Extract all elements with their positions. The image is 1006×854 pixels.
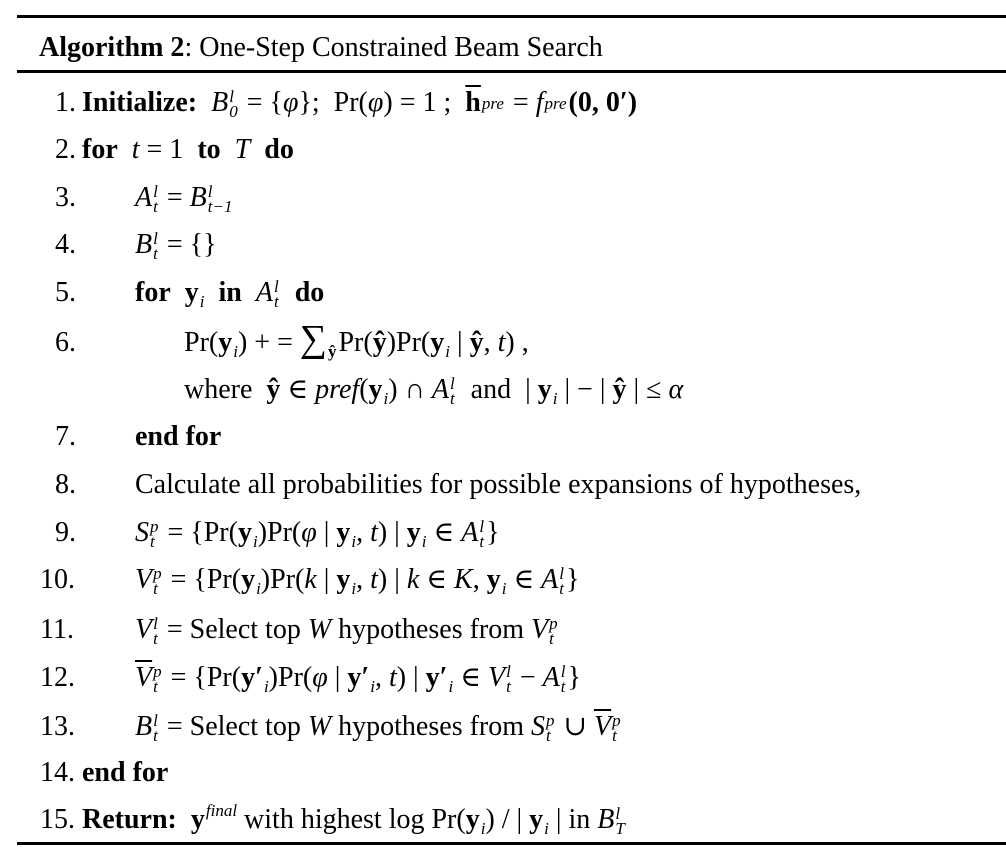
math-token: Initialize: <box>82 87 198 118</box>
math-token: y <box>465 804 480 835</box>
subscript: t <box>560 676 566 696</box>
math-token: ∈ <box>419 564 455 595</box>
math-token: = <box>505 87 536 118</box>
script-stack <box>506 661 511 696</box>
superscript: p <box>153 563 162 583</box>
line-content <box>82 753 168 793</box>
superscript: l <box>560 661 566 681</box>
subscript: i <box>421 532 427 551</box>
math-token: K <box>454 564 473 595</box>
math-token <box>250 134 264 165</box>
script-stack <box>328 329 337 359</box>
script-stack <box>153 563 162 598</box>
line-content <box>184 318 529 363</box>
line-number: 5. <box>55 277 76 308</box>
script-stack <box>153 710 158 745</box>
math-token: end for <box>82 757 169 788</box>
algorithm-title <box>39 28 603 68</box>
header-rule <box>17 70 1006 73</box>
math-token: | <box>327 662 348 693</box>
math-token: y′ <box>425 662 448 693</box>
line-number: 15. <box>40 804 75 835</box>
subscript: i <box>370 677 375 696</box>
script-stack <box>549 613 558 648</box>
math-token: ŷ <box>469 327 484 358</box>
superscript: final <box>205 801 238 820</box>
superscript: p <box>150 516 159 536</box>
math-token: Pr( <box>184 327 219 358</box>
line-number: 4. <box>55 229 76 260</box>
math-token: A <box>461 517 479 548</box>
math-token: (0, 0′) <box>568 87 638 118</box>
math-token: $\overline{V}$ <box>135 662 153 693</box>
math-token: hypotheses from <box>331 711 532 742</box>
math-token: ∪ <box>556 711 594 742</box>
line-content <box>82 83 637 123</box>
math-token <box>281 277 295 308</box>
algorithm-name: One-Step Constrained Beam Search <box>199 32 603 63</box>
math-token: Return: <box>82 804 177 835</box>
math-token: | in <box>548 804 598 835</box>
math-token: k <box>406 564 420 595</box>
script-stack <box>229 86 238 121</box>
subscript: i <box>544 819 549 838</box>
line-number: 8. <box>55 469 76 500</box>
script-stack <box>481 94 504 114</box>
math-token: in <box>218 277 242 308</box>
line-number: 12. <box>40 662 75 693</box>
math-token: $\overline{h}$ <box>465 87 481 118</box>
line-content <box>82 130 294 170</box>
math-token: to <box>197 134 221 165</box>
line-number: 1. <box>55 87 76 118</box>
math-token: | ≤ <box>626 374 669 405</box>
math-token: A <box>431 374 449 405</box>
math-token: y <box>368 374 383 405</box>
subscript: i <box>351 532 357 551</box>
math-token: W <box>307 614 332 645</box>
line-number: 11. <box>40 614 74 645</box>
math-token: do <box>264 134 294 165</box>
subscript: ŷ <box>327 341 337 361</box>
subscript: i <box>199 292 205 311</box>
superscript: pre <box>544 94 567 114</box>
math-token <box>177 804 191 835</box>
superscript: l <box>479 516 485 536</box>
superscript: l <box>153 613 158 633</box>
subscript: t <box>153 196 158 216</box>
line-content <box>135 225 217 265</box>
line-content <box>135 465 861 505</box>
script-stack <box>207 181 233 216</box>
script-stack <box>153 181 158 216</box>
script-stack <box>273 276 279 311</box>
math-token: )Pr( <box>386 327 431 358</box>
math-token: }; Pr( <box>298 87 368 118</box>
line-content <box>184 370 683 410</box>
math-token: } <box>567 662 581 693</box>
math-token: for <box>82 134 118 165</box>
math-token: ∑ <box>299 318 327 360</box>
math-token: V <box>135 564 153 595</box>
subscript: i <box>233 342 238 361</box>
math-token: | <box>449 327 470 358</box>
math-token: y <box>218 327 233 358</box>
superscript: pre <box>481 94 504 114</box>
math-token: S <box>531 711 546 742</box>
superscript: l <box>273 276 279 296</box>
math-token: $\overline{V}$ <box>593 711 612 742</box>
math-token: = Select top <box>159 711 308 742</box>
math-token: φ <box>312 662 328 693</box>
subscript: i <box>480 819 486 838</box>
line-content <box>135 273 324 313</box>
math-token: t <box>370 517 378 548</box>
math-token: φ <box>301 517 317 548</box>
subscript: t <box>546 725 551 745</box>
math-token: y′ <box>241 662 263 693</box>
line-content <box>135 178 234 218</box>
math-token: ∈ <box>506 564 542 595</box>
line-number: 10. <box>40 564 75 595</box>
subscript: t <box>153 578 158 598</box>
subscript: i <box>445 342 450 361</box>
math-token: V <box>531 614 549 645</box>
math-token: t <box>497 327 506 358</box>
math-token: ( <box>359 374 369 405</box>
math-token: f <box>535 87 544 118</box>
math-token: ŷ <box>266 374 281 405</box>
math-token: Calculate all probabilities for possible expansions of hypotheses, <box>135 469 862 500</box>
math-token: } <box>486 517 500 548</box>
math-token: y <box>184 277 199 308</box>
math-token: t <box>131 134 140 165</box>
line-number: 9. <box>55 517 76 548</box>
math-token: B <box>135 229 153 260</box>
math-token: A <box>541 564 559 595</box>
math-token: pref <box>315 374 360 405</box>
math-token: where <box>184 374 267 405</box>
math-token: W <box>307 711 332 742</box>
math-token: ) + = <box>237 327 300 358</box>
top-rule <box>17 15 1006 18</box>
math-token: y <box>430 327 445 358</box>
math-token: y <box>336 564 351 595</box>
superscript: p <box>549 613 558 633</box>
math-token: end for <box>135 421 222 452</box>
line-content <box>135 417 221 457</box>
subscript: t <box>153 725 158 745</box>
subscript: i <box>383 389 389 408</box>
superscript: l <box>449 373 455 393</box>
subscript: t <box>612 725 617 745</box>
math-token: )Pr( <box>257 517 302 548</box>
script-stack <box>544 94 567 114</box>
subscript: i <box>351 579 357 598</box>
math-token <box>205 277 219 308</box>
superscript: l <box>229 86 234 106</box>
subscript: t <box>549 628 554 648</box>
math-token: = Select top <box>159 614 308 645</box>
math-token: y′ <box>347 662 370 693</box>
math-token: y <box>190 804 205 835</box>
subscript: t <box>273 291 279 311</box>
script-stack <box>559 563 565 598</box>
math-token: y <box>241 564 256 595</box>
math-token: | − | <box>557 374 613 405</box>
math-token: for <box>135 277 171 308</box>
math-token: = {} <box>159 229 217 260</box>
math-token: ) | <box>377 517 407 548</box>
math-token: , <box>356 564 371 595</box>
math-token: with highest log Pr( <box>237 804 466 835</box>
script-stack <box>153 228 158 263</box>
math-token: V <box>135 614 153 645</box>
line-number: 7. <box>55 421 76 452</box>
superscript: l <box>615 803 621 823</box>
script-stack <box>612 710 621 745</box>
math-token: − <box>512 662 543 693</box>
math-token: y <box>406 517 421 548</box>
math-token: φ <box>367 87 384 118</box>
math-token: B <box>597 804 615 835</box>
math-token: S <box>135 517 149 548</box>
script-stack <box>449 373 455 408</box>
script-stack <box>615 803 625 838</box>
math-token: } <box>566 564 580 595</box>
algorithm-label: Algorithm 2 <box>39 32 185 63</box>
math-token: = { <box>239 87 283 118</box>
math-token: | <box>316 564 337 595</box>
script-stack <box>150 516 159 551</box>
line-content <box>82 800 627 840</box>
math-token: t <box>388 662 397 693</box>
math-token <box>171 277 185 308</box>
math-token: A <box>542 662 560 693</box>
math-token: , <box>472 564 487 595</box>
math-token: y <box>537 374 552 405</box>
line-number: 6. <box>55 327 76 358</box>
subscript: t <box>150 531 155 551</box>
subscript: i <box>552 389 558 408</box>
math-token: ∈ <box>453 662 488 693</box>
subscript: 0 <box>229 101 238 121</box>
title-separator: : <box>184 32 200 63</box>
math-token <box>118 134 132 165</box>
subscript: t <box>506 676 511 696</box>
math-token: ŷ <box>372 327 387 358</box>
math-token <box>197 87 211 118</box>
superscript: l <box>207 181 213 201</box>
line-content <box>135 610 560 650</box>
script-stack <box>479 516 485 551</box>
math-token: , <box>483 327 498 358</box>
script-stack <box>560 661 566 696</box>
math-token: y <box>529 804 544 835</box>
math-token: hypotheses from <box>331 614 532 645</box>
subscript: i <box>448 677 454 696</box>
bottom-rule <box>17 842 1006 845</box>
math-token: ) / | <box>485 804 530 835</box>
math-token: = {Pr( <box>160 517 238 548</box>
line-number: 13. <box>40 711 75 742</box>
script-stack <box>153 613 158 648</box>
math-token: φ <box>282 87 299 118</box>
line-content <box>135 707 623 747</box>
line-content <box>135 658 581 698</box>
math-token: V <box>488 662 506 693</box>
subscript: T <box>615 818 625 838</box>
subscript: t <box>153 628 158 648</box>
subscript: t <box>559 578 565 598</box>
line-number: 14. <box>40 757 75 788</box>
superscript: p <box>546 710 555 730</box>
math-token: | <box>316 517 337 548</box>
math-token: T <box>234 134 251 165</box>
subscript: t <box>153 676 158 696</box>
math-token: y <box>237 517 252 548</box>
superscript: l <box>559 563 565 583</box>
math-token: , <box>374 662 389 693</box>
line-number: 3. <box>55 182 76 213</box>
math-token <box>242 277 256 308</box>
math-token: = 1 <box>139 134 198 165</box>
math-token: Pr( <box>338 327 373 358</box>
math-token: t <box>370 564 378 595</box>
line-content <box>135 513 500 553</box>
superscript: l <box>153 710 158 730</box>
math-token: ) , <box>505 327 529 358</box>
superscript: p <box>612 710 621 730</box>
math-token: ) | <box>377 564 407 595</box>
subscript: t <box>479 531 485 551</box>
script-stack <box>546 710 555 745</box>
math-token: ) ∩ <box>388 374 432 405</box>
math-token: A <box>255 277 273 308</box>
math-token: = <box>159 182 190 213</box>
math-token: ) | <box>396 662 426 693</box>
math-token <box>221 134 235 165</box>
math-token: ∈ <box>280 374 316 405</box>
superscript: l <box>506 661 511 681</box>
line-number: 2. <box>55 134 76 165</box>
superscript: p <box>153 661 162 681</box>
math-token: = {Pr( <box>163 662 242 693</box>
subscript: t <box>449 388 455 408</box>
math-token: , <box>356 517 371 548</box>
math-token: B <box>135 711 153 742</box>
superscript: l <box>153 181 158 201</box>
math-token: do <box>294 277 325 308</box>
math-token: and | <box>456 374 538 405</box>
math-token: y <box>486 564 501 595</box>
math-token: = {Pr( <box>163 564 242 595</box>
subscript: i <box>252 532 258 551</box>
superscript: l <box>153 228 158 248</box>
subscript: i <box>263 677 269 696</box>
line-content <box>135 560 579 600</box>
math-token: )Pr( <box>268 662 313 693</box>
math-token: B <box>189 182 207 213</box>
math-token: ŷ <box>612 374 627 405</box>
subscript: t−1 <box>207 196 233 216</box>
math-token: ∈ <box>426 517 462 548</box>
math-token: A <box>135 182 153 213</box>
math-token: ) = 1 ; <box>383 87 466 118</box>
script-stack <box>153 661 162 696</box>
subscript: i <box>501 579 507 598</box>
math-token: α <box>668 374 684 405</box>
math-token: k <box>304 564 317 595</box>
subscript: t <box>153 243 158 263</box>
subscript: i <box>256 579 261 598</box>
math-token: y <box>336 517 351 548</box>
math-token: )Pr( <box>260 564 305 595</box>
math-token: B <box>211 87 229 118</box>
